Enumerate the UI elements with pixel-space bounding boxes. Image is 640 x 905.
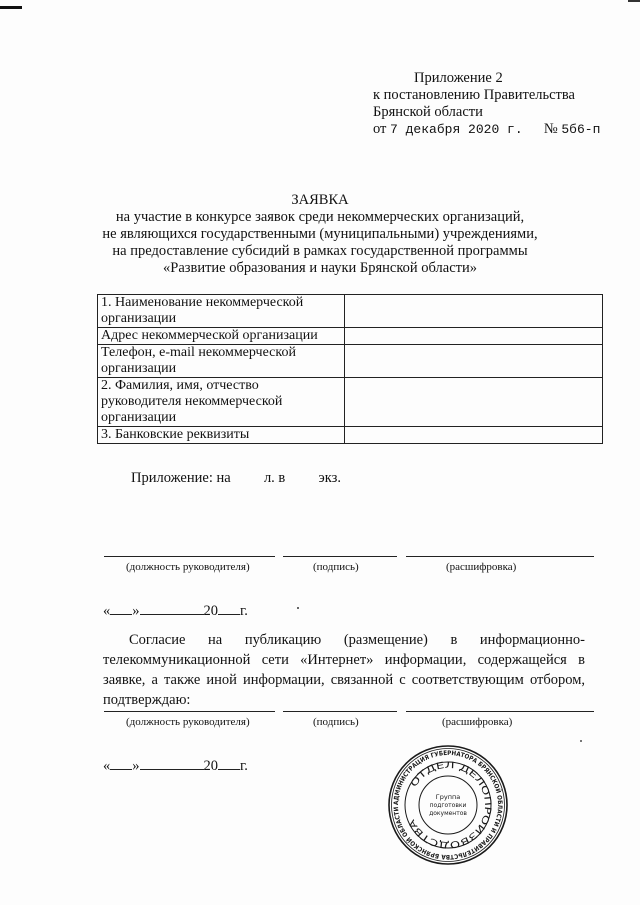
official-stamp	[387, 744, 509, 866]
date-value: 7 декабря 2020 г.	[390, 122, 523, 137]
date-line	[103, 602, 248, 620]
row-label: Телефон, e-mail некоммерческой организации	[98, 345, 345, 378]
page-title: ЗАЯВКА	[291, 192, 349, 208]
year-suffix: г.	[240, 758, 248, 774]
row-value-field[interactable]	[345, 328, 603, 345]
year-prefix: 20	[203, 603, 218, 619]
day-field[interactable]	[110, 602, 132, 615]
row-label: 1. Наименование некоммерческой организации	[98, 295, 345, 328]
year-field[interactable]	[218, 602, 240, 615]
appendix-line: к постановлению Правительства	[373, 87, 575, 103]
row-value-field[interactable]	[345, 427, 603, 444]
decoding-caption: (расшифровка)	[446, 561, 517, 573]
row-label: 2. Фамилия, имя, отчество руководителя некоммерческой организации	[98, 378, 345, 427]
date-prefix: от	[373, 121, 387, 137]
year-suffix: г.	[240, 603, 248, 619]
position-caption: (должность руководителя)	[126, 561, 250, 573]
title-line: на участие в конкурсе заявок среди некоммерческих организаций,	[115, 209, 525, 225]
row-value-field[interactable]	[345, 378, 603, 427]
year-field[interactable]	[218, 757, 240, 770]
appendix-date-line	[373, 121, 600, 138]
scan-edge-mark	[628, 0, 640, 2]
scan-speck	[297, 607, 299, 609]
appendix-line: Брянской области	[373, 104, 483, 120]
row-value-field[interactable]	[345, 345, 603, 378]
month-field[interactable]	[140, 757, 204, 770]
decoding-field[interactable]	[406, 556, 594, 557]
stamp-center-line: документов	[429, 810, 467, 817]
row-value-field[interactable]	[345, 295, 603, 328]
decoding-field[interactable]	[406, 711, 594, 712]
stamp-center-line: Группа	[435, 793, 461, 801]
open-quote: «	[103, 758, 111, 774]
number-value: 5б6-п	[561, 122, 601, 137]
position-field[interactable]	[104, 711, 275, 712]
table-row	[98, 427, 603, 444]
year-prefix: 20	[203, 758, 218, 774]
month-field[interactable]	[140, 602, 204, 615]
application-table	[97, 294, 603, 444]
position-caption: (должность руководителя)	[126, 716, 250, 728]
signature-field[interactable]	[283, 711, 397, 712]
scan-speck	[580, 740, 582, 742]
attachment-sheets: л. в	[263, 470, 286, 486]
scan-edge-mark	[0, 6, 22, 9]
close-quote: »	[132, 603, 140, 619]
title-line: «Развитие образования и науки Брянской области»	[163, 260, 477, 276]
appendix-line: Приложение 2	[414, 70, 503, 86]
table-row	[98, 378, 603, 427]
open-quote: «	[103, 603, 111, 619]
number-prefix: №	[543, 121, 558, 137]
attachment-copies: экз.	[318, 470, 341, 486]
row-label: Адрес некоммерческой организации	[98, 328, 345, 345]
consent-paragraph: Согласие на публикацию (размещение) в информационно-телекоммуникационной сети «Интернет» информации, содержащейся в заявке, а также иной информации, связанной с соответствующим отбором, подтверждаю:	[103, 632, 585, 708]
close-quote: »	[132, 758, 140, 774]
attachment-line	[131, 470, 341, 487]
signature-caption: (подпись)	[313, 716, 359, 728]
table-row	[98, 328, 603, 345]
stamp-center-line: подготовки	[429, 802, 467, 809]
table-row	[98, 345, 603, 378]
position-field[interactable]	[104, 556, 275, 557]
stamp-inner-ring-text: ОТДЕЛ ДЕЛОПРОИЗВОДСТВА	[408, 760, 493, 850]
date-line	[103, 757, 248, 775]
day-field[interactable]	[110, 757, 132, 770]
signature-field[interactable]	[283, 556, 397, 557]
table-row	[98, 295, 603, 328]
signature-caption: (подпись)	[313, 561, 359, 573]
decoding-caption: (расшифровка)	[442, 716, 513, 728]
row-label: 3. Банковские реквизиты	[98, 427, 345, 444]
stamp-ring-text: АДМИНИСТРАЦИЯ ГУБЕРНАТОРА БРЯНСКОЙ ОБЛАСТИ И ПРАВИТЕЛЬСТВА БРЯНСКОЙ ОБЛАСТИ	[392, 749, 504, 861]
title-line: на предоставление субсидий в рамках государственной программы	[112, 243, 528, 259]
title-line: не являющихся государственными (муниципальными) учреждениями,	[102, 226, 538, 242]
attachment-prefix: Приложение: на	[131, 470, 231, 486]
